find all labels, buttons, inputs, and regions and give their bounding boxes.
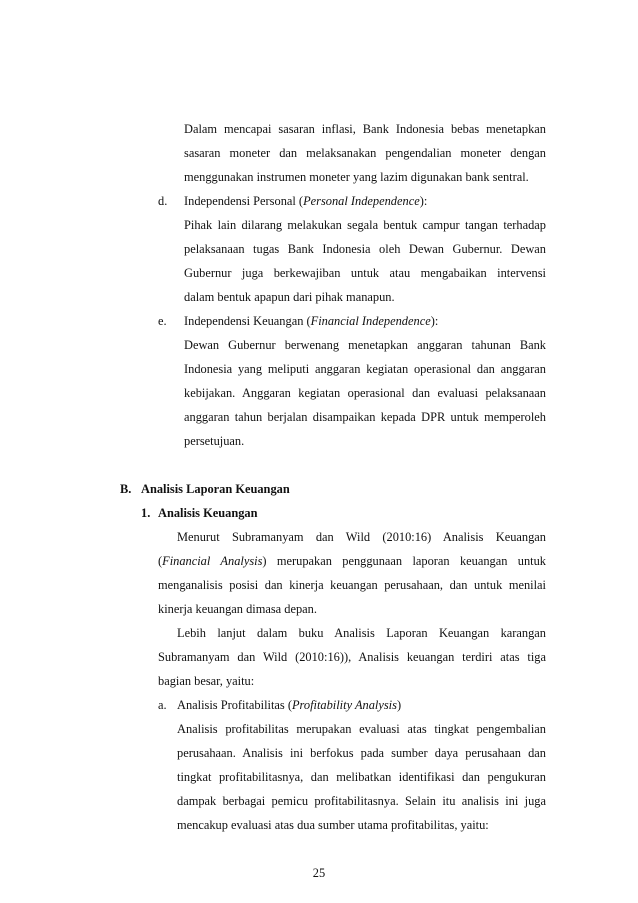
paragraph-line: perusahaan. Analisis ini berfokus pada sumber daya perusahaan dan <box>177 746 546 760</box>
paragraph-line: sasaran moneter dan melaksanakan pengendalian moneter dengan <box>184 146 546 160</box>
subsection-heading: Analisis Keuangan <box>158 506 258 520</box>
list-marker: e. <box>158 314 167 328</box>
list-item-title: Analisis Profitabilitas (Profitability Analysis) <box>177 698 402 712</box>
paragraph-line: mencakup evaluasi atas dua sumber utama profitabilitas, yaitu: <box>177 818 489 832</box>
paragraph-line: Dalam mencapai sasaran inflasi, Bank Indonesia bebas menetapkan <box>184 122 546 136</box>
list-marker: a. <box>158 698 167 712</box>
paragraph-line: menganalisis posisi dan kinerja keuangan perusahaan, dan untuk menilai <box>158 578 546 592</box>
subsection-marker: 1. <box>141 506 151 520</box>
paragraph-line: bagian besar, yaitu: <box>158 674 255 688</box>
section-heading: Analisis Laporan Keuangan <box>141 482 290 496</box>
page-number: 25 <box>312 866 326 880</box>
list-marker: d. <box>158 194 168 208</box>
paragraph-line: Subramanyam dan Wild (2010:16)), Analisis keuangan terdiri atas tiga <box>158 650 546 664</box>
list-item-title: Independensi Personal (Personal Independence): <box>184 194 428 208</box>
paragraph-line: anggaran tahun berjalan disampaikan kepada DPR untuk memperoleh <box>184 410 546 424</box>
paragraph-line: Menurut Subramanyam dan Wild (2010:16) Analisis Keuangan <box>177 530 546 544</box>
list-item-title: Independensi Keuangan (Financial Independence): <box>184 314 439 328</box>
section-marker: B. <box>120 482 132 496</box>
paragraph-line: kebijakan. Anggaran kegiatan operasional dan evaluasi pelaksanaan <box>184 386 546 400</box>
paragraph-line: pelaksanaan tugas Bank Indonesia oleh Dewan Gubernur. Dewan <box>184 242 546 256</box>
paragraph-line: dampak berbagai pemicu profitabilitasnya. Selain itu analisis ini juga <box>177 794 546 808</box>
paragraph-line: persetujuan. <box>184 434 245 448</box>
paragraph-line: dalam bentuk apapun dari pihak manapun. <box>184 290 395 304</box>
paragraph-line: Gubernur juga berkewajiban untuk atau mengabaikan intervensi <box>184 266 546 280</box>
paragraph-line: Lebih lanjut dalam buku Analisis Laporan Keuangan karangan <box>177 626 546 640</box>
paragraph-line: Pihak lain dilarang melakukan segala bentuk campur tangan terhadap <box>184 218 546 232</box>
paragraph-line: Dewan Gubernur berwenang menetapkan anggaran tahunan Bank <box>184 338 546 352</box>
paragraph-line: menggunakan instrumen moneter yang lazim digunakan bank sentral. <box>184 170 529 184</box>
paragraph-line: Analisis profitabilitas merupakan evaluasi atas tingkat pengembalian <box>177 722 546 736</box>
paragraph-line: (Financial Analysis) merupakan penggunaan laporan keuangan untuk <box>158 554 546 568</box>
paragraph-line: Indonesia yang meliputi anggaran kegiatan operasional dan anggaran <box>184 362 546 376</box>
paragraph-line: kinerja keuangan dimasa depan. <box>158 602 317 616</box>
paragraph-line: tingkat profitabilitasnya, dan melibatkan identifikasi dan pengukuran <box>177 770 546 784</box>
